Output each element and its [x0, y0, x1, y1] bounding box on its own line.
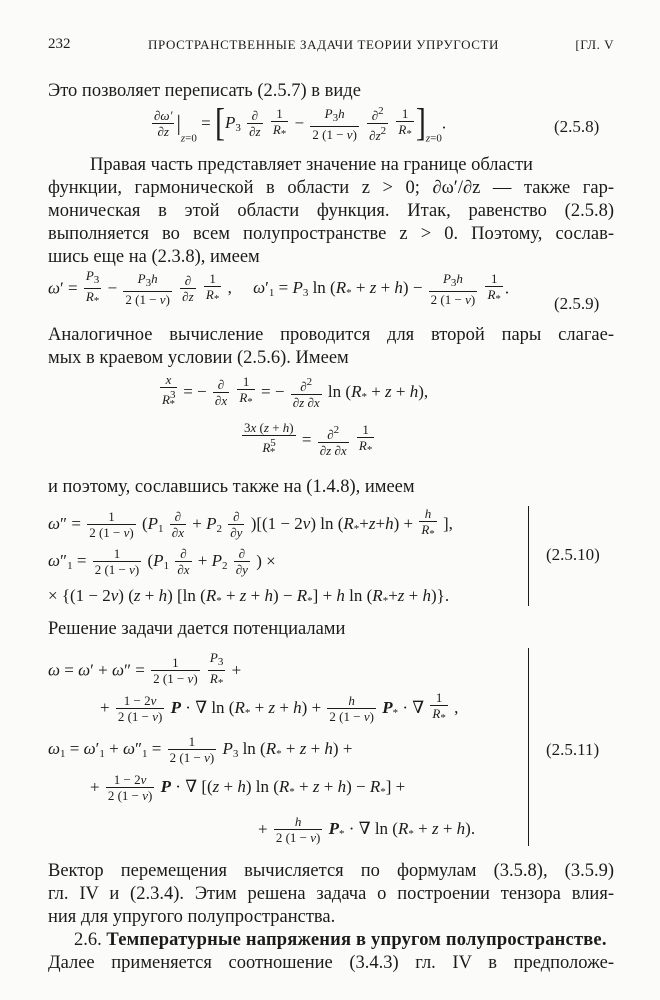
equation-2-5-11-line-1: ω = ω′ + ω″ = $\frac{1}{2 (1 - \nu)}$ $\frac{P_3}{R_*}$ +	[48, 650, 242, 689]
equation-2-5-9: ω′ = $\frac{P_3}{R_*}$ − $\frac{P_3h}{2 (1 - \nu)}$ $\frac{\partial}{\partial z}$ $\frac{1}{R_*}$ , $\omega'_1 = P_3$ $\ln (R_* + z + h)$ − $\frac{P_3h}{2 (1 - \nu)}$ $\frac{1}{R_*}$ .	[48, 268, 510, 307]
paragraph-2-line-3: моническая в этой области функция. Итак, равенство (2.5.8)	[48, 201, 614, 221]
equation-2-5-11-line-5: + $\frac{h}{2 (1 - \nu)}$ $P_*$ · ∇ $\ln (R_* + z + h)$.	[258, 814, 476, 845]
brace-2-5-10	[528, 506, 529, 606]
equation-number-2-5-9: (2.5.9)	[554, 294, 600, 313]
paragraph-6-line-3: ния для упругого полупространства.	[48, 907, 336, 927]
section-title: Температурные напряжения в упругом полупространстве.	[106, 930, 607, 950]
paragraph-2-line-2: функции, гармонической в области z > 0; ∂ω′/∂z — также гар-	[48, 178, 614, 198]
paragraph-6-line-1: Вектор перемещения вычисляется по формулам (3.5.8), (3.5.9)	[48, 861, 614, 881]
equation-intermediate-1: $\frac{x}{R^3_*}$ = − $\frac{\partial}{\partial x}$ $\frac{1}{R_*}$ = − $\frac{\partial^2}{\partial z \partial x}$ $\ln (R_* + z + h)$,	[162, 372, 429, 410]
section-line-2: Далее применяется соотношение (3.4.3) гл. IV в предположе-	[48, 953, 614, 973]
brace-2-5-11	[528, 648, 529, 846]
paragraph-2-line-4: выполняется во всем полупространстве z > 0. Поэтому, сослав-	[48, 224, 614, 244]
paragraph-2-line-1: Правая часть представляет значение на границе области	[90, 155, 533, 175]
paragraph-3-line-1: Аналогичное вычисление проводится для второй пары слагае-	[48, 325, 614, 345]
equation-number-2-5-8: (2.5.8)	[554, 117, 600, 136]
paragraph-2-line-5: шись еще на (2.3.8), имеем	[48, 247, 260, 267]
equation-2-5-10-line-2: $\omega''_1$ = $\frac{1}{2 (1 - \nu)}$ ($P_1$ $\frac{\partial}{\partial x}$ + $P_2$ $\frac{\partial}{\partial y}$ ) ×	[48, 546, 276, 577]
equation-2-5-8: $\frac{\partial\omega'}{\partial z}$ $|_{z=0} = [P_3$ $\frac{\partial}{\partial z}$ $\frac{1}{R_*}$ − $\frac{P_3h}{2 (1 - \nu)}$ $\frac{\partial^2}{\partial z^2}$ $\frac{1}{R_*}$ ]$_{z=0}$.	[154, 101, 447, 145]
paragraph-6-line-2: гл. IV и (2.3.4). Этим решена задача о построении тензора влия-	[48, 884, 614, 904]
equation-2-5-10-line-1: ω″ = $\frac{1}{2 (1 - \nu)}$ ($P_1$ $\frac{\partial}{\partial x}$ + $P_2$ $\frac{\partial}{\partial y}$ )[(1 − 2ν) $\ln (R_*+z+h)$ + $\frac{h}{R_*}$ ],	[48, 506, 453, 540]
paragraph-5: Решение задачи дается потенциалами	[48, 619, 346, 639]
paragraph-4: и поэтому, сославшись также на (1.4.8), имеем	[48, 477, 415, 497]
equation-2-5-11-line-2: + $\frac{1 - 2\nu}{2 (1 - \nu)}$ P · ∇ $\ln (R_* + z + h)$ + $\frac{h}{2 (1 - \nu)}$ $P_*$ · ∇ $\frac{1}{R_*}$ ,	[100, 690, 459, 724]
equation-2-5-11-line-4: + $\frac{1 - 2\nu}{2 (1 - \nu)}$ P · ∇ [(z + h) $\ln (R_* + z + h) - R_*$] +	[90, 772, 406, 803]
page-header	[48, 36, 614, 56]
page-number: 232	[48, 36, 71, 52]
equation-2-5-10-line-3: × {(1 − 2ν) (z + h) [ln $(R_* + z + h) - R_*] + h$ $\ln (R_*+z + h)$}.	[48, 586, 450, 607]
paragraph-3-line-2: мых в краевом условии (2.5.6). Имеем	[48, 348, 349, 368]
section-number: 2.6.	[74, 930, 102, 950]
chapter-label: [ГЛ. V	[575, 37, 614, 52]
paragraph-1: Это позволяет переписать (2.5.7) в виде	[48, 81, 361, 101]
running-title: ПРОСТРАНСТВЕННЫЕ ЗАДАЧИ ТЕОРИИ УПРУГОСТИ	[148, 37, 500, 52]
equation-number-2-5-11: (2.5.11)	[546, 740, 600, 759]
section-heading	[74, 929, 607, 951]
equation-number-2-5-10: (2.5.10)	[546, 545, 600, 564]
equation-intermediate-2: $\frac{3x (z + h)}{R^5_*}$ = $\frac{\partial^2}{\partial z \partial x}$ $\frac{1}{R_*}$	[244, 420, 373, 458]
equation-2-5-11-line-3: $\omega_1 = \omega'_1 + \omega''_1$ = $\frac{1}{2 (1 - \nu)}$ $P_3$ $\ln (R_* + z + h)$ +	[48, 734, 353, 765]
